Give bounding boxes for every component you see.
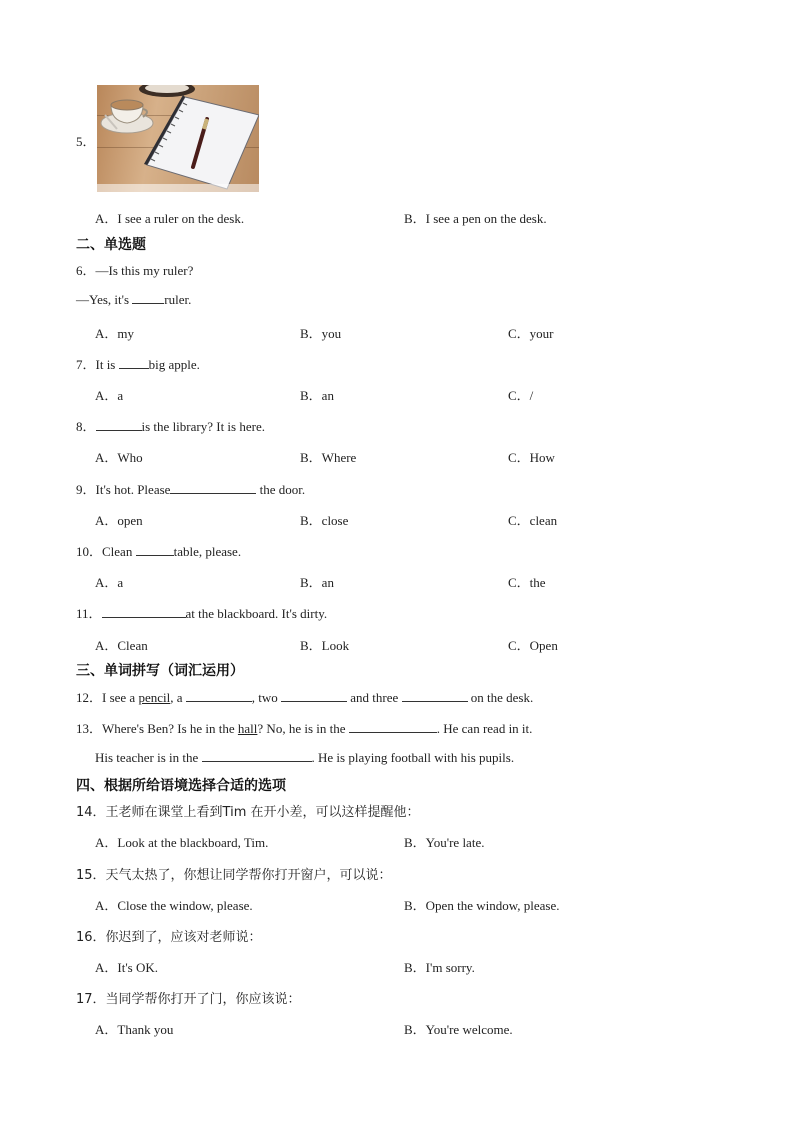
option-b[interactable]: B．I see a pen on the desk.	[404, 211, 547, 226]
answer-blank[interactable]	[102, 605, 186, 618]
photo-watermark-strip	[97, 184, 259, 192]
question-text: , two	[251, 690, 281, 705]
question-text: at the blackboard. It's dirty.	[185, 606, 328, 621]
question-15: 15．天气太热了，你想让同学帮你打开窗户，可以说：	[76, 868, 392, 883]
option-b[interactable]: B．close	[300, 513, 349, 528]
question-text: is the library? It is here.	[141, 419, 265, 434]
answer-blank[interactable]	[202, 749, 312, 762]
question-text: 12．I see a	[76, 690, 139, 705]
option-b[interactable]: B．you	[300, 326, 342, 341]
option-a[interactable]: A．Clean	[95, 638, 148, 653]
question-text: 9．It's hot. Please	[76, 482, 171, 497]
option-a[interactable]: A．Who	[95, 450, 143, 465]
photo-illustration	[97, 85, 259, 192]
answer-blank[interactable]	[136, 543, 174, 556]
underlined-word: hall	[237, 721, 258, 736]
option-b[interactable]: B．I'm sorry.	[404, 960, 475, 975]
answer-blank[interactable]	[132, 291, 164, 304]
option-a[interactable]: A．Look at the blackboard, Tim.	[95, 835, 269, 850]
underlined-word: pencil	[138, 690, 171, 705]
option-a[interactable]: A．I see a ruler on the desk.	[95, 211, 245, 226]
option-c[interactable]: C．your	[508, 326, 554, 341]
question-text: , a	[170, 690, 186, 705]
option-c[interactable]: C．How	[508, 450, 555, 465]
option-c[interactable]: C．the	[508, 575, 546, 590]
question-9	[76, 479, 305, 498]
question-7	[76, 354, 200, 373]
option-a[interactable]: A．Close the window, please.	[95, 898, 253, 913]
question-16: 16．你迟到了，应该对老师说：	[76, 930, 262, 945]
question-text: the door.	[256, 482, 306, 497]
section-heading: 三、单词拼写（词汇运用）	[76, 663, 244, 679]
section-heading: 二、单选题	[76, 237, 146, 253]
question-5-number: 5．	[76, 134, 96, 149]
question-text: 11．	[76, 606, 102, 621]
question-text: 10．Clean	[76, 544, 136, 559]
option-b[interactable]: B．You're late.	[404, 835, 485, 850]
question-text: —Yes, it's	[76, 292, 133, 307]
option-b[interactable]: B．an	[300, 388, 334, 403]
question-text: table, please.	[173, 544, 242, 559]
answer-blank[interactable]	[96, 418, 142, 431]
option-c[interactable]: C．clean	[508, 513, 558, 528]
option-b[interactable]: B．an	[300, 575, 334, 590]
question-11	[76, 603, 327, 622]
question-text: His teacher is in the	[95, 750, 202, 765]
notebook-pen-coffee-photo	[97, 85, 259, 192]
question-17: 17．当同学帮你打开了门，你应该说：	[76, 992, 301, 1007]
question-text: 7．It is	[76, 357, 119, 372]
option-a[interactable]: A．my	[95, 326, 135, 341]
answer-blank[interactable]	[170, 481, 256, 494]
question-text: ruler.	[164, 292, 192, 307]
question-text: . He is playing football with his pupils.	[311, 750, 515, 765]
question-13-line2	[95, 749, 514, 766]
question-6-line2	[76, 291, 191, 308]
answer-blank[interactable]	[402, 689, 468, 702]
question-12	[76, 687, 533, 706]
option-b[interactable]: B．Where	[300, 450, 357, 465]
option-a[interactable]: A．Thank you	[95, 1022, 174, 1037]
question-13-line1	[76, 718, 532, 737]
question-6-line1: 6．—Is this my ruler?	[76, 263, 194, 278]
question-text: on the desk.	[467, 690, 534, 705]
option-a[interactable]: A．a	[95, 388, 124, 403]
question-14: 14．王老师在课堂上看到Tim 在开小差，可以这样提醒他：	[76, 805, 420, 820]
question-text: big apple.	[148, 357, 200, 372]
question-text: 8．	[76, 419, 96, 434]
option-a[interactable]: A．It's OK.	[95, 960, 159, 975]
answer-blank[interactable]	[186, 689, 252, 702]
question-8	[76, 416, 265, 435]
answer-blank[interactable]	[349, 720, 437, 733]
option-c[interactable]: C．/	[508, 388, 534, 403]
option-a[interactable]: A．a	[95, 575, 124, 590]
option-b[interactable]: B．You're welcome.	[404, 1022, 513, 1037]
question-text: and three	[347, 690, 402, 705]
option-c[interactable]: C．Open	[508, 638, 558, 653]
option-a[interactable]: A．open	[95, 513, 143, 528]
question-10	[76, 541, 241, 560]
answer-blank[interactable]	[119, 356, 149, 369]
question-text: 13．Where's Ben? Is he in the	[76, 721, 238, 736]
option-b[interactable]: B．Open the window, please.	[404, 898, 560, 913]
section-heading: 四、根据所给语境选择合适的选项	[76, 778, 286, 794]
option-b[interactable]: B．Look	[300, 638, 350, 653]
question-text: . He can read in it.	[436, 721, 533, 736]
answer-blank[interactable]	[281, 689, 347, 702]
question-text: ? No, he is in the	[257, 721, 349, 736]
